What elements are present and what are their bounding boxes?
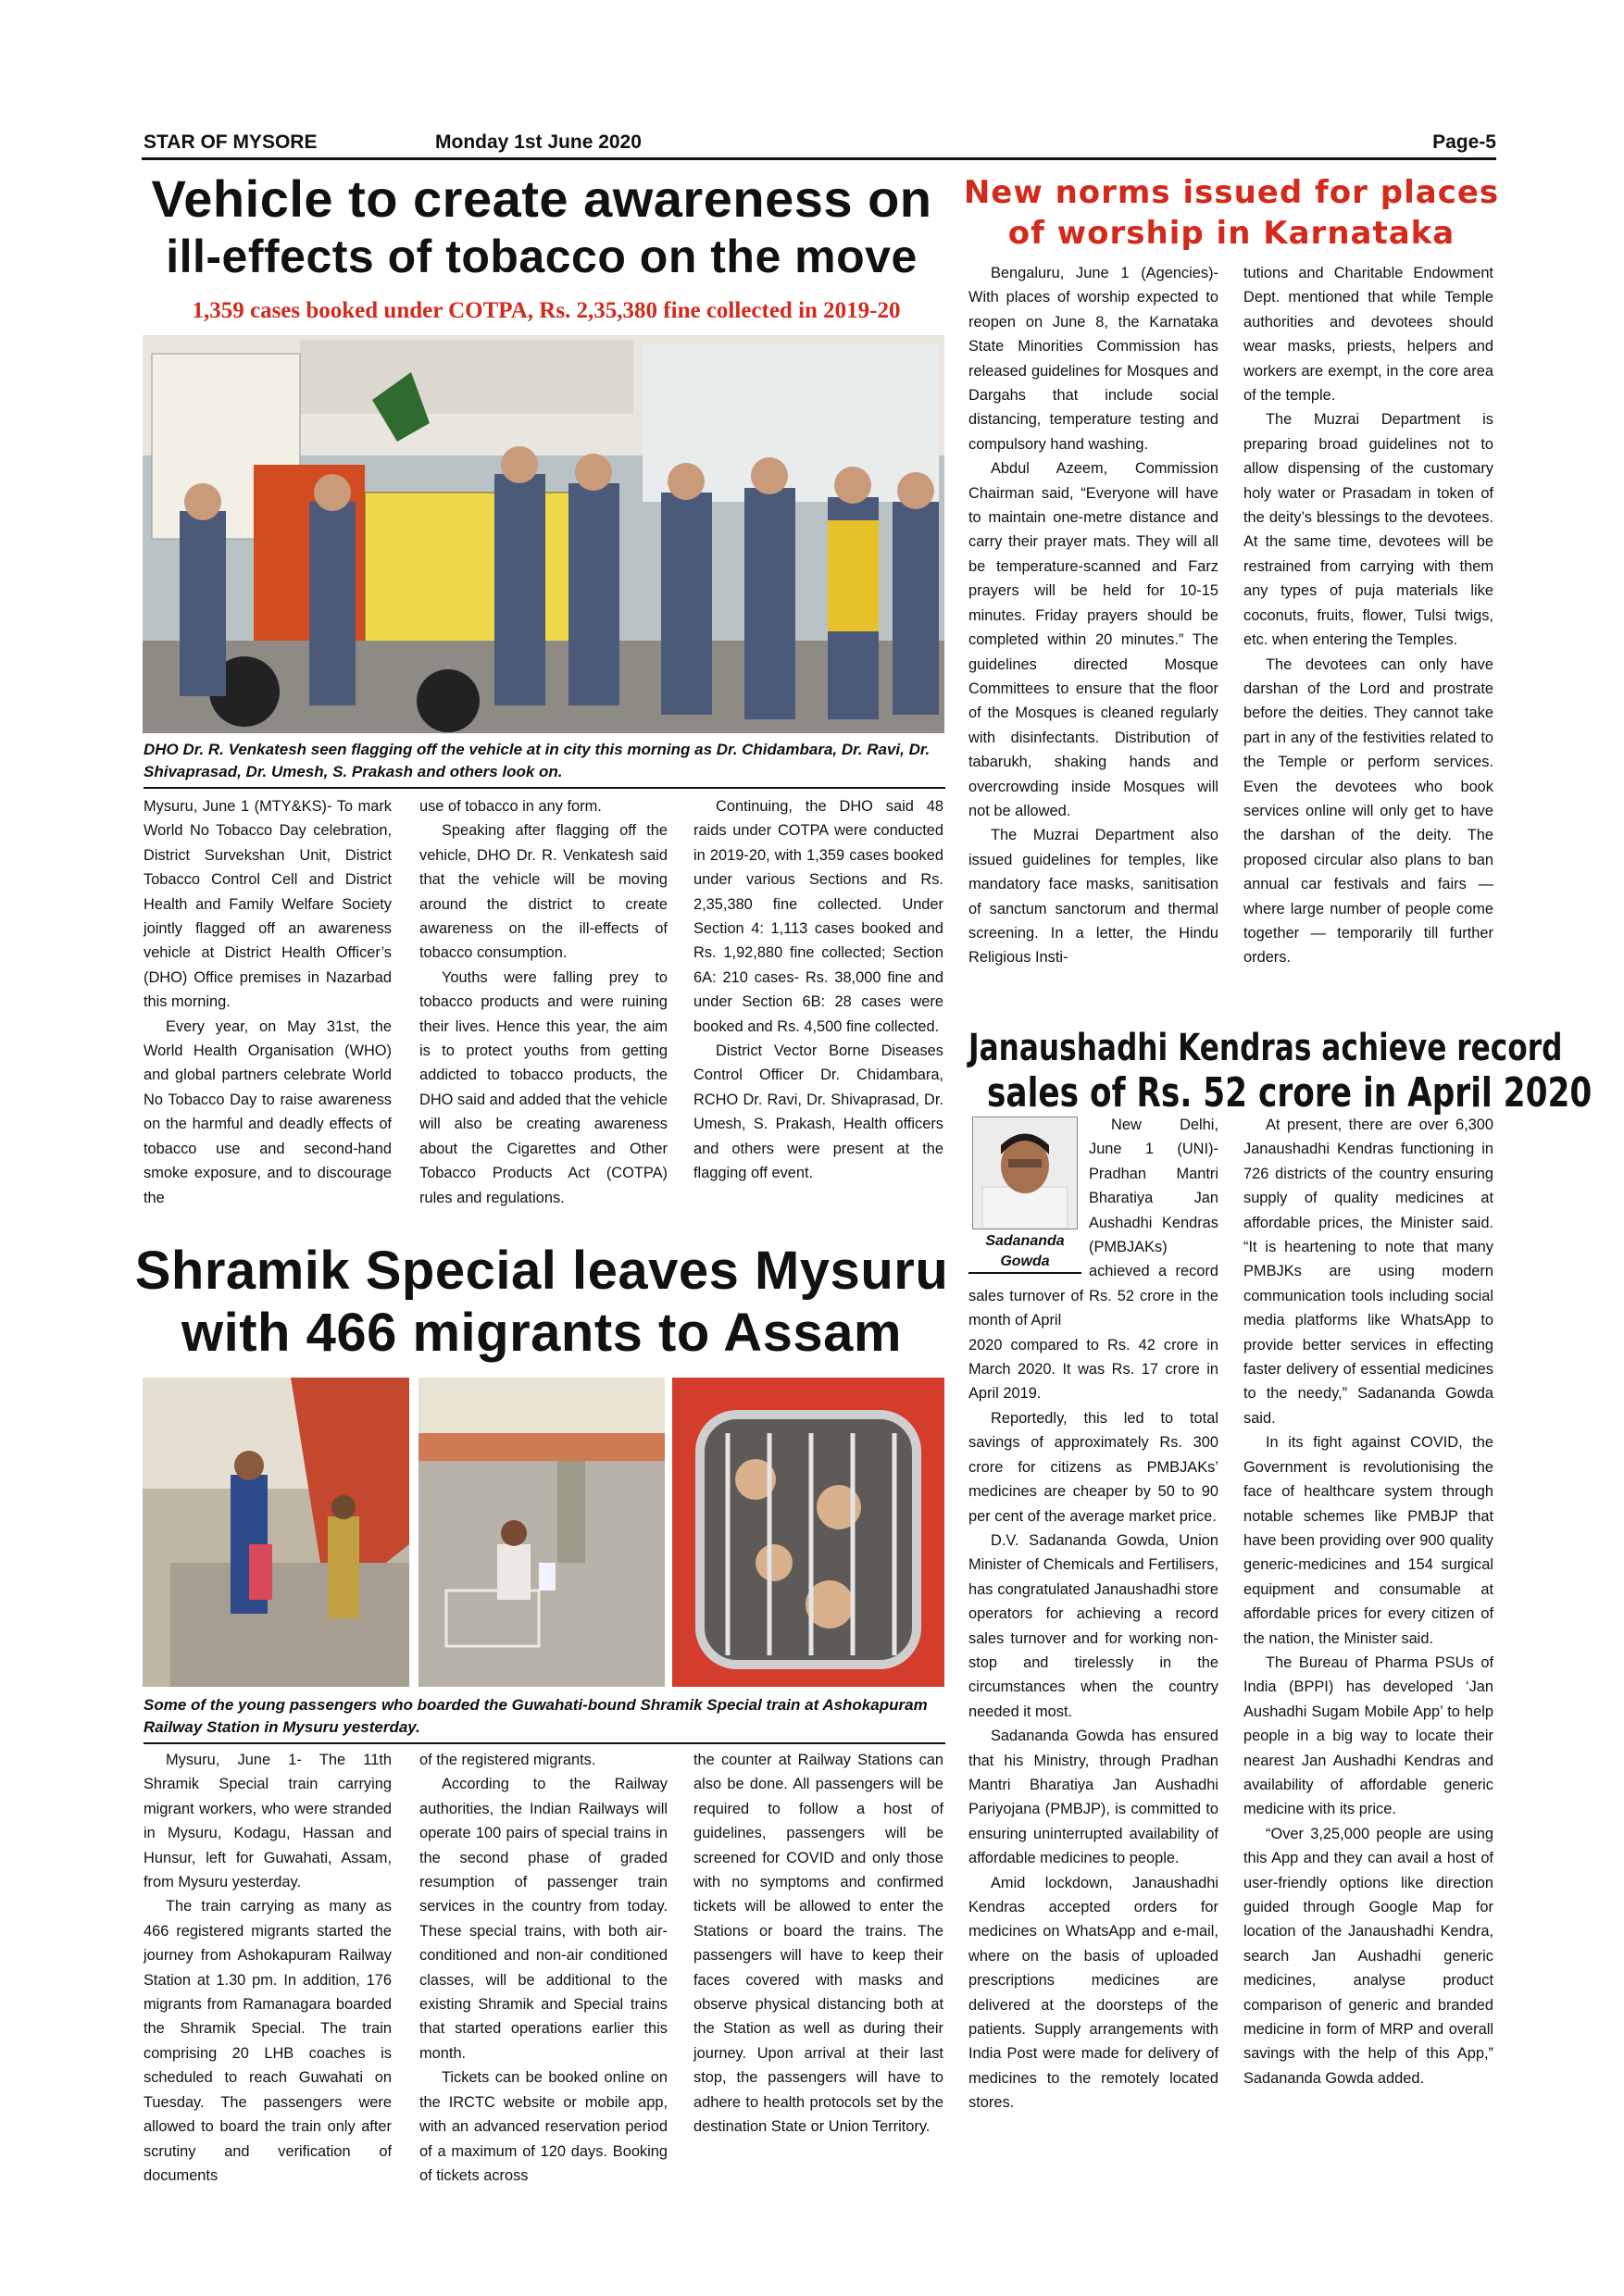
story1-col1-para: Mysuru, June 1 (MTY&KS)- To mark World No Tobacco Day celebration, District Survekshan Unit, District Tobacco Control Cell and District Health and Family Welfare Society jointly flagged off an awareness vehicle at District Health Officer’s (DHO) Office premises in Nazarbad this morning. <box>144 798 392 1011</box>
story2-headline-line2: with 466 migrants to Assam <box>181 1302 902 1363</box>
story3-col2-para: The devotees can only have darshan of the Lord and prostrate before the deities. They cannot take part in any of the festivities related to the Temple or perform services. Even the devotees who book services online will only get to have the darshan of the deity. The proposed circular also plans to ban annual car festivals and fairs — where large number of people come together — temporarily till further orders. <box>1243 655 1493 967</box>
platform-photo-illustration <box>143 1378 409 1687</box>
story2-col3-para: the counter at Railway Stations can also be done. All passengers will be required to follow a host of guidelines, passengers will be screened for COVID and only those with no symptoms and confirmed tickets will be allowed to enter the Stations or board the trains. The passengers will have to keep their faces covered with masks and observe physical distancing both at the Station as well as during their journey. Upon arrival at their last stop, the passengers will have to adhere to health protocols set by the destination State or Union Territory. <box>693 1752 943 2136</box>
story3-column-1 <box>968 261 1218 970</box>
story3-col2-para: tutions and Charitable Endowment Dept. mentioned that while Temple authorities and devotees should wear masks, priests, helpers and workers are exempt, in the core area of the temple. <box>1243 265 1493 405</box>
story2-col2-para: According to the Railway authorities, the Indian Railways will operate 100 pairs of special trains in the second phase of graded resumption of passenger train services in the country from today. These special trains, with both air-conditioned and non-air conditioned classes, will be additional to the existing Shramik and Special trains that started operations earlier this month. <box>419 1776 668 2062</box>
story4-col1-para: Sadananda Gowda has ensured that his Ministry, through Pradhan Mantri Bharatiya Jan Aushadhi Pariyojana (PMBJP), is committed to ensuring uninterrupted availability of affordable medicines to people. <box>968 1728 1218 1867</box>
story2-photo-1 <box>143 1378 409 1687</box>
masthead-page-number: Page-5 <box>1432 131 1496 153</box>
masthead-date: Monday 1st June 2020 <box>435 131 642 153</box>
story1-headline-line2: ill-effects of tobacco on the move <box>166 230 918 282</box>
story2-headline <box>130 1243 954 1362</box>
minister-photo-box <box>968 1113 1081 1274</box>
story4-col2-para: At present, there are over 6,300 Janaushadhi Kendras functioning in 726 districts of the country ensuring supply of quality medicines at affordable prices, the Minister said. “It is heartening to note that many PMBJKs are using modern communication tools including social media platforms like WhatsApp to provide better services in effecting faster delivery of essential medicines to the needy,” Sadananda Gowda said. <box>1243 1117 1493 1427</box>
story4-col2-para: The Bureau of Pharma PSUs of India (BPPI) has developed ‘Jan Aushadhi Sugam Mobile App’ to help people in a big way to locate their nearest Jan Aushadhi Kendras and availability of affordable generic medicine with its price. <box>1243 1653 1493 1818</box>
story4-column-1 <box>968 1113 1218 2115</box>
story1-column-3 <box>693 794 943 1186</box>
story4-headline <box>968 1026 1593 1117</box>
story2-col1-para: Mysuru, June 1- The 11th Shramik Special train carrying migrant workers, who were stranded in Mysuru, Kodagu, Hassan and Hunsur, left for Guwahati, Assam, from Mysuru yesterday. <box>144 1752 392 1891</box>
story1-photo-caption: DHO Dr. R. Venkatesh seen flagging off the vehicle at in city this morning as Dr. Chidambara, Dr. Ravi, Dr. Shivaprasad, Dr. Umesh, S. Prakash and others look on. <box>144 741 931 780</box>
story2-caption-rule <box>144 1742 945 1744</box>
story1-col2-para: Youths were falling prey to tobacco products and were ruining their lives. Hence this year, the aim is to protect youths from getting addicted to tobacco products, the DHO said and added that the vehicle will also be creating awareness about the Cigarettes and Other Tobacco Products Act (COTPA) rules and regulations. <box>419 968 668 1206</box>
story4-col1-para: 2020 compared to Rs. 42 crore in March 2020. It was Rs. 17 crore in April 2019. <box>968 1336 1218 1403</box>
story2-col2-para: of the registered migrants. <box>419 1752 596 1768</box>
story4-column-2 <box>1243 1113 1493 2090</box>
story2-column-1 <box>144 1748 392 2188</box>
story1-subhead: 1,359 cases booked under COTPA, Rs. 2,35,380 fine collected in 2019-20 <box>192 298 901 323</box>
story1-col1-para: Every year, on May 31st, the World Health Organisation (WHO) and global partners celebrate World No Tobacco Day to raise awareness on the harmful and deadly effects of tobacco use and second-hand smoke exposure, and to discourage the <box>144 1017 392 1206</box>
story3-col2-para: The Muzrai Department is preparing broad guidelines not to allow dispensing of the customary holy water or Prasadam in token of the deity’s blessings to the devotees. At the same time, devotees will be restrained from carrying with them any types of puja materials like coconuts, fruits, flower, Tulsi twigs, etc. when entering the Temples. <box>1243 411 1493 649</box>
story3-column-2 <box>1243 261 1493 970</box>
story3-headline <box>963 172 1500 254</box>
story3-headline-line1: New norms issued for places <box>963 174 1500 211</box>
story4-col1-para: Reportedly, this led to total savings of approximately Rs. 300 crore for citizens as PMBJAKs’ medicines are cheaper by 50 to 90 per cent of the average market price. <box>968 1409 1218 1525</box>
story2-col2-para: Tickets can be booked online on the IRCTC website or mobile app, with an advanced reservation period of a maximum of 120 days. Booking of tickets across <box>419 2069 668 2184</box>
story2-column-2 <box>419 1748 668 2188</box>
story1-column-1 <box>144 794 392 1210</box>
story2-headline-line1: Shramik Special leaves Mysuru <box>134 1241 949 1301</box>
minister-portrait-illustration <box>973 1117 1077 1229</box>
train-window-photo-illustration <box>672 1378 944 1687</box>
masthead-rule <box>142 157 1496 160</box>
masthead-paper-name: STAR OF MYSORE <box>144 131 318 153</box>
story2-photo-caption: Some of the young passengers who boarded the Guwahati-bound Shramik Special train at Ashokapuram Railway Station in Mysuru yesterday. <box>144 1696 928 1736</box>
story1-caption-rule <box>144 787 945 789</box>
story4-col2-para: “Over 3,25,000 people are using this App and they can avail a host of user-friendly options like direction guided through Google Map for location of the Janaushadhi Kendra, search Jan Aushadhi generic medicines, analyse product comparison of generic and branded medicine in form of MRP and overall savings with the help of this App,” Sadananda Gowda added. <box>1243 1825 1493 2087</box>
story3-col1-para: The Muzrai Department also issued guidelines for temples, like mandatory face masks, sanitisation of sanctum sanctorum and thermal screening. In a letter, the Hindu Religious Insti- <box>968 827 1218 967</box>
story1-photo <box>143 335 944 733</box>
story4-col1-para: D.V. Sadananda Gowda, Union Minister of Chemicals and Fertilisers, has congratulated Janaushadhi store operators for achieving a record sales turnover and for working non-stop and tirelessly in the circumstances when the country needed it most. <box>968 1531 1218 1720</box>
child-platform-photo-illustration <box>418 1378 665 1687</box>
story2-col1-para: The train carrying as many as 466 registered migrants started the journey from Ashokapuram Railway Station at 1.30 pm. In addition, 176 migrants from Ramanagara boarded the Shramik Special. The train comprising 20 LHB coaches is scheduled to reach Guwahati on Tuesday. The passengers were allowed to board the train only after scrutiny and verification of documents <box>144 1898 392 2184</box>
story1-column-2 <box>419 794 668 1210</box>
story1-col2-para: Speaking after flagging off the vehicle, DHO Dr. R. Venkatesh said that the vehicle will be moving around the district to create awareness on the ill-effects of tobacco consumption. <box>419 822 668 962</box>
story1-col3-para: District Vector Borne Diseases Control Officer Dr. Chidambara, RCHO Dr. Ravi, Dr. Shivaprasad, Dr. Umesh, S. Prakash, Health officers and others were present at the flagging off event. <box>693 1042 943 1182</box>
story1-headline-line1: Vehicle to create awareness on <box>151 169 932 228</box>
story4-col2-para: In its fight against COVID, the Government is revolutionising the face of healthcare system through notable schemes like PMBJP that have been providing over 900 quality generic-medicines and 154 surgical equipment and consumable at affordable prices for every citizen of the nation, the Minister said. <box>1243 1434 1493 1647</box>
story2-column-3 <box>693 1748 943 2140</box>
story4-headline-line2: sales of Rs. 52 crore in April 2020 <box>987 1069 1593 1117</box>
story2-photo-2 <box>418 1378 665 1687</box>
story4-headline-line1: Janaushadhi Kendras achieve record <box>968 1027 1563 1069</box>
story3-col1-para: Bengaluru, June 1 (Agencies)- With places of worship expected to reopen on June 8, the Karnataka State Minorities Commission has released guidelines for Mosques and Dargahs that include social distancing, temperature testing and compulsory hand washing. <box>968 265 1218 453</box>
story4-col1-lead: New Delhi, June 1 (UNI)- Pradhan Mantri Bharatiya Jan Aushadhi Kendras (PMBJAKs) achieved a record sales turnover of Rs. 52 crore in the month of April <box>968 1117 1218 1329</box>
story1-col3-para: Continuing, the DHO said 48 raids under COTPA were conducted in 2019-20, with 1,359 cases booked under various Sections and Rs. 2,35,380 fine collected. Under Section 4: 1,113 cases booked and Rs. 1,92,880 fine collected; Section 6A: 210 cases- Rs. 38,000 fine and under Section 6B: 28 cases were booked and Rs. 4,500 fine collected. <box>693 798 943 1035</box>
story2-photo-3 <box>672 1378 944 1687</box>
tobacco-vehicle-photo-illustration <box>143 335 944 733</box>
minister-photo <box>972 1117 1078 1229</box>
story1-col2-para: use of tobacco in any form. <box>419 798 602 815</box>
story4-col1-para: Amid lockdown, Janaushadhi Kendras accepted orders for medicines on WhatsApp and e-mail, where on the basis of uploaded prescriptions medicines are delivered at the doorsteps of the patients. Supply arrangements with India Post were made for delivery of medicines to the remotely located stores. <box>968 1874 1218 2112</box>
story1-headline <box>130 169 954 282</box>
minister-photo-caption: Sadananda Gowda <box>968 1231 1081 1274</box>
story3-col1-para: Abdul Azeem, Commission Chairman said, “Everyone will have to maintain one-metre distance and carry their prayer mats. They will all be temperature-scanned and Farz prayers will be held for 10-15 minutes. Friday prayers should be completed within 20 minutes.” The guidelines directed Mosque Committees to ensure that the floor of the Mosques is cleaned regularly with disinfectants. Distribution of tabarukh, shaking hands and overcrowding inside Mosques will not be allowed. <box>968 460 1218 819</box>
story3-headline-line2: of worship in Karnataka <box>1007 215 1455 252</box>
